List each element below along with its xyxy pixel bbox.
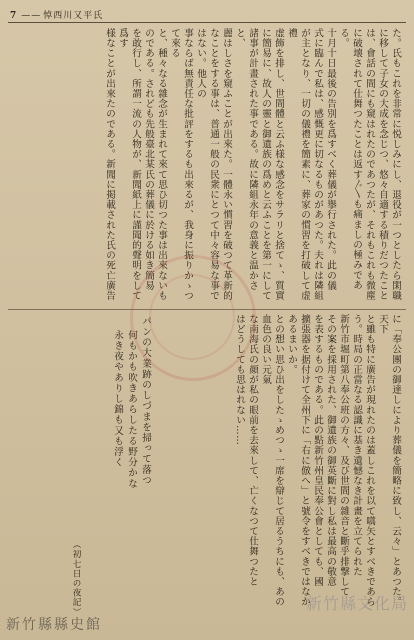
article-line: と、種々なる雜念が生まれて來て思ひ切つた事は出來ないも — [156, 28, 167, 301]
page-number: 7 — [10, 11, 18, 21]
article-line: に破壊されて仕舞つたことは返す〴〵も痛ましの極みである。 — [338, 28, 362, 291]
article-line: 麗はしさを窺ふことが出來た。一體永い慣習を破つて革新的 — [221, 28, 232, 301]
article-line: た。氏もこれを非常に悦しみにし、退役が一つとしたら閑職 — [390, 28, 401, 301]
article-line: に簡易に、故人の靈と御遺族の爲めと云ふことを第一にして — [260, 28, 271, 301]
article-line: 式に臨んで私は、感慨更に切なるものがあつた。夫れは隣組 — [312, 28, 323, 301]
article-line: 十月十日最後の告別を爲すべく葬儀が擧行された。此の儀 — [325, 28, 336, 291]
article-line: う。時局の正當なる認識に基き遺憾なき計畫を立てられた — [351, 314, 362, 577]
article-line: はどうしても思はれない…… — [234, 314, 245, 446]
article-line: あるまいか。 — [286, 314, 297, 375]
article-line: を敢行し、所謂一流の人物が、新聞紙上に謹聞的聲明をして爲す — [117, 28, 141, 301]
section-divider — [8, 309, 406, 310]
article-line: が主となり、一切の儀禮を簡素に、葬家の慣習を打破して虚禮 — [286, 28, 310, 301]
signoff-note: （初七日の夜記） — [71, 540, 81, 617]
article-line: 新竹市堀町第八奉公班の方々、及び世間の雜音と斷乎排撃して — [338, 314, 349, 597]
article-line: に「奉公團の御達しにより葬儀を簡略に致し、云々」とあつた。天下 — [377, 314, 401, 607]
header-dash: —— — [21, 11, 42, 21]
tanka-poems — [92, 316, 152, 526]
tanka-line: 何もかも吹きあらしたる野分かな — [126, 330, 137, 489]
header-rule — [8, 22, 406, 23]
archive-watermark-left: 新竹縣縣史館 — [6, 617, 102, 633]
article-line: のである。されども先般臺北某氏の葬儀に於ける如き簡易 — [143, 28, 154, 291]
article-line: 虚飾を排し、世間體と云ふ様な感念をサラリと捨てゝ、質實 — [273, 28, 284, 301]
article-line: を表するものである。此の點新竹州皇民奉公會としても、國 — [312, 314, 323, 587]
article-line: 事ならば無責任な批評をするも出來るが、我身に振りかゝつて來る — [169, 28, 193, 301]
article-top-section — [10, 28, 402, 306]
header-title: 悼西川又平氏 — [43, 11, 104, 21]
article-line: な南海氏の顔が私の眼前を去來して、亡くなつて仕舞つたと — [247, 314, 258, 587]
page-header — [10, 8, 103, 21]
article-line: 様なことが出來たのである。新聞に掲載された氏の死亡廣告 — [104, 28, 115, 301]
archive-watermark-right: 新竹縣文化局 — [305, 594, 408, 613]
article-line: なことをする事は、普通一般の民衆にとつて中々容易な事ではない。他人の — [195, 28, 219, 301]
article-line: は、會話の間にも窺はれたのであつたが、それもこれも微塵 — [364, 28, 375, 301]
article-line: 諸事が計畫された事である。故に隣組永年の意義と温かさと、 — [234, 28, 258, 291]
article-line: に移して子女の大成を念じつ、悠々自適する積りだつたこと — [377, 28, 388, 301]
article-line: との想い思ひ出をしたゝめつゝ一席を辯じて居るうちにも、あの血色の良い元氣 — [260, 314, 284, 607]
article-line: その案を採用された、御遺族の御英斷に對し私は最高の敬意 — [325, 314, 336, 587]
tanka-line: パンの大業跡のしづまを掃って落つ — [140, 316, 151, 486]
article-line: 擴張器を据付けて全州下に「右に倣へ」と號令をすべきではなか — [299, 314, 310, 607]
tanka-line: 永き夜やありし錦も又も浮く — [112, 330, 123, 468]
article-line: と雖も特に廣告が現れたのは蓋しこれを以て嚆矢とすべきであら — [364, 314, 375, 607]
article-bottom-section — [192, 314, 402, 610]
